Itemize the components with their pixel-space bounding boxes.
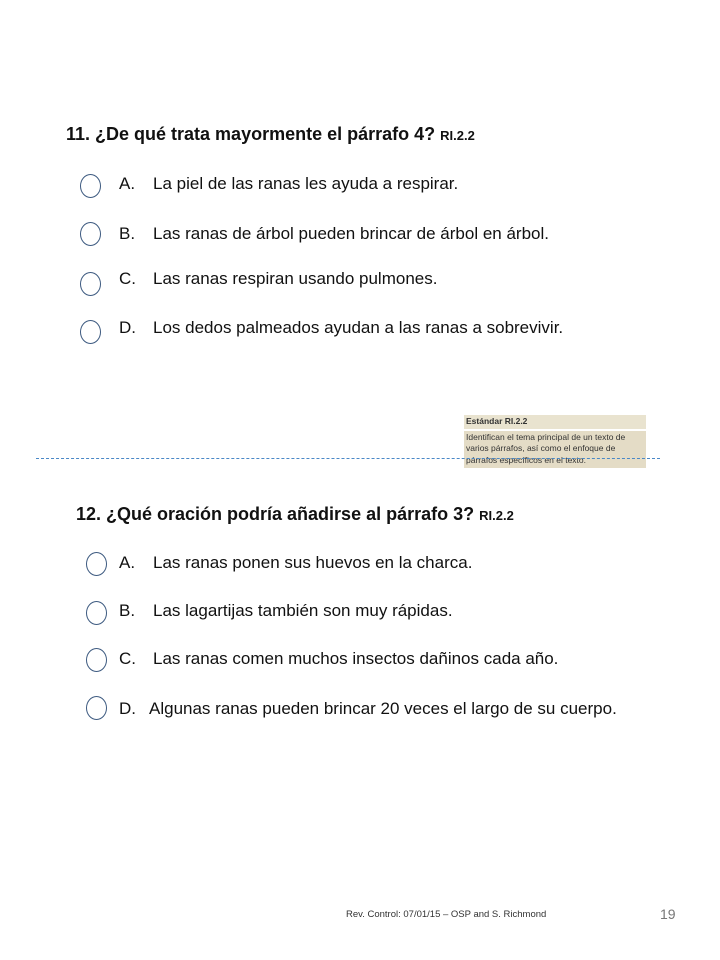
option-letter: A. <box>119 553 136 572</box>
question-11-standard: RI.2.2 <box>440 128 475 143</box>
option-letter: B. <box>119 224 136 243</box>
standard-callout-heading: Estándar RI.2.2 <box>464 415 646 429</box>
answer-bubble-11b[interactable] <box>80 222 101 246</box>
option-text: Las lagartijas también son muy rápidas. <box>153 601 453 620</box>
answer-bubble-11c[interactable] <box>80 272 101 296</box>
option-text: Las ranas ponen sus huevos en la charca. <box>153 553 473 572</box>
question-12-text: 12. ¿Qué oración podría añadirse al párrafo 3? <box>76 504 475 524</box>
option-letter: D. <box>119 699 136 718</box>
question-12-standard: RI.2.2 <box>479 508 514 523</box>
option-text: Las ranas de árbol pueden brincar de árbol en árbol. <box>153 224 549 243</box>
option-text: Las ranas comen muchos insectos dañinos cada año. <box>153 649 559 668</box>
option-text: Las ranas respiran usando pulmones. <box>153 269 438 288</box>
revision-control-footer: Rev. Control: 07/01/15 – OSP and S. Richmond <box>346 909 547 920</box>
option-11a <box>119 174 679 194</box>
answer-bubble-12d[interactable] <box>86 696 107 720</box>
option-12c <box>119 649 679 669</box>
question-12-title <box>76 504 514 525</box>
page-number: 19 <box>660 906 676 922</box>
answer-bubble-12b[interactable] <box>86 601 107 625</box>
option-letter: B. <box>119 601 136 620</box>
answer-bubble-11a[interactable] <box>80 174 101 198</box>
standard-callout <box>464 415 646 468</box>
option-11d <box>119 318 679 338</box>
option-12b <box>119 601 679 621</box>
option-text: La piel de las ranas les ayuda a respirar. <box>153 174 459 193</box>
option-12d <box>119 697 649 721</box>
section-divider <box>36 458 660 459</box>
option-letter: C. <box>119 269 136 288</box>
answer-bubble-12a[interactable] <box>86 552 107 576</box>
answer-bubble-11d[interactable] <box>80 320 101 344</box>
option-12a <box>119 553 679 573</box>
question-11-title <box>66 124 475 145</box>
option-letter: C. <box>119 649 136 668</box>
standard-callout-description: Identifican el tema principal de un texto de varios párrafos, así como el enfoque de párrafos específicos en el texto. <box>464 431 646 469</box>
option-text: Algunas ranas pueden brincar 20 veces el largo de su cuerpo. <box>149 699 617 718</box>
option-11b <box>119 224 679 244</box>
answer-bubble-12c[interactable] <box>86 648 107 672</box>
option-text: Los dedos palmeados ayudan a las ranas a sobrevivir. <box>153 318 564 337</box>
option-11c <box>119 269 679 289</box>
option-letter: A. <box>119 174 136 193</box>
option-letter: D. <box>119 318 136 337</box>
question-11-text: 11. ¿De qué trata mayormente el párrafo 4? <box>66 124 436 144</box>
